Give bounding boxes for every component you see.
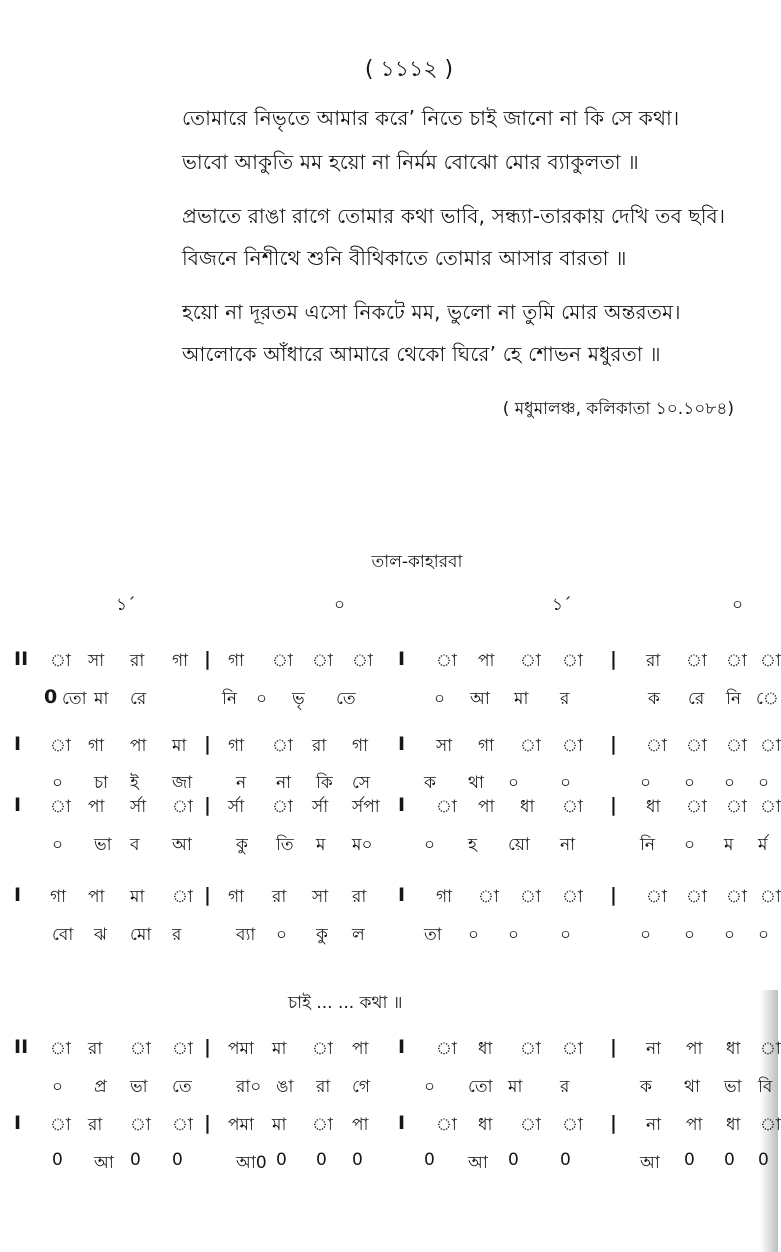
- lyric-syllable: রে: [130, 689, 147, 709]
- swara-note: া: [130, 1039, 151, 1059]
- lyric-syllable: নি: [640, 835, 656, 855]
- poem-line-3: প্রভাতে রাঙা রাগে তোমার কথা ভাবি, সন্ধ্যা-তারকায় দেখি তব ছবি।: [182, 204, 726, 228]
- swara-note: পা: [88, 797, 105, 817]
- lyric-syllable: 0: [52, 1150, 63, 1170]
- swara-note: মা: [172, 736, 187, 756]
- notation-row-5-swara: [0, 794, 781, 820]
- swara-note: া: [172, 887, 193, 907]
- notation-row-1-swara: [0, 648, 781, 674]
- row-start-marker: II: [14, 648, 29, 670]
- swara-note: া: [520, 736, 541, 756]
- swara-note: গা: [228, 651, 245, 671]
- swara-note: পা: [478, 797, 495, 817]
- lyric-syllable: ঙা: [276, 1077, 294, 1097]
- swara-note: া: [760, 887, 781, 907]
- measure-bar: |: [204, 733, 211, 755]
- lyric-syllable: বি: [758, 1077, 773, 1097]
- swara-note: া: [760, 797, 781, 817]
- swara-note: া: [50, 736, 71, 756]
- lyric-syllable: ম: [724, 835, 734, 855]
- lyric-syllable: য়ো: [508, 835, 530, 855]
- lyric-syllable: ব: [130, 835, 140, 855]
- beat-mark-4: ০: [732, 595, 744, 615]
- row-start-marker: II: [14, 1036, 29, 1058]
- swara-note: মা: [272, 1039, 287, 1059]
- lyric-syllable: চা: [94, 773, 109, 793]
- swara-note: া: [760, 651, 781, 671]
- lyric-syllable: তো: [62, 689, 87, 709]
- beat-mark-3: ১´: [552, 595, 572, 615]
- lyric-syllable: না: [560, 835, 576, 855]
- lyric-syllable: 0: [172, 1150, 183, 1170]
- swara-note: া: [686, 887, 707, 907]
- swara-note: ধা: [520, 797, 535, 817]
- lyric-syllable: ০: [424, 1077, 436, 1097]
- row-start-marker: I: [14, 884, 22, 906]
- lyric-syllable: 0: [724, 1150, 735, 1170]
- lyric-syllable: রা: [316, 1077, 331, 1097]
- measure-bar: |: [610, 1036, 617, 1058]
- lyric-syllable: সে: [352, 773, 371, 793]
- swara-note: া: [130, 1115, 151, 1135]
- swara-note: া: [436, 651, 457, 671]
- lyric-syllable: 0: [316, 1150, 327, 1170]
- lyric-syllable: ০: [684, 835, 696, 855]
- lyric-syllable: ভা: [724, 1077, 742, 1097]
- measure-bar: |: [610, 884, 617, 906]
- lyric-syllable: ০: [724, 925, 736, 945]
- lyric-syllable: র: [560, 1077, 570, 1097]
- swara-note: া: [272, 797, 293, 817]
- measure-bar: |: [204, 884, 211, 906]
- swara-note: পা: [352, 1115, 369, 1135]
- swara-note: পা: [686, 1115, 703, 1135]
- lyric-syllable: ব্যা: [236, 925, 256, 945]
- swara-note: া: [726, 797, 747, 817]
- swara-note: সা: [312, 887, 329, 907]
- lyric-syllable: মা: [94, 689, 109, 709]
- swara-note: া: [172, 1039, 193, 1059]
- measure-bar: I: [398, 1036, 406, 1058]
- swara-note: া: [760, 1039, 781, 1059]
- poem-line-4: বিজনে নিশীথে শুনি বীথিকাতে তোমার আসার বারতা ॥: [182, 246, 627, 270]
- lyric-syllable: 0: [560, 1150, 571, 1170]
- swara-note: না: [646, 1115, 662, 1135]
- swara-note: না: [646, 1039, 662, 1059]
- lyric-syllable: না: [276, 773, 292, 793]
- lyric-syllable: তি: [276, 835, 294, 855]
- swara-note: গা: [88, 736, 105, 756]
- swara-note: গা: [478, 736, 495, 756]
- swara-note: া: [50, 1115, 71, 1135]
- lyric-syllable: ০: [560, 925, 572, 945]
- swara-note: মা: [272, 1115, 287, 1135]
- swara-note: া: [562, 1039, 583, 1059]
- lyric-syllable: ০: [424, 835, 436, 855]
- swara-note: া: [562, 736, 583, 756]
- swara-note: ধা: [478, 1115, 493, 1135]
- swara-note: া: [686, 651, 707, 671]
- notation-row-7-swara: [0, 884, 781, 910]
- swara-note: পমা: [228, 1039, 254, 1059]
- lyric-syllable: কু: [236, 835, 248, 855]
- lyric-syllable: ০: [256, 689, 268, 709]
- swara-note: া: [726, 651, 747, 671]
- lyric-syllable: র্ম: [758, 835, 768, 855]
- lyric-syllable: 0: [352, 1150, 363, 1170]
- swara-note: া: [562, 1115, 583, 1135]
- swara-note: া: [172, 1115, 193, 1135]
- swara-note: মা: [130, 887, 145, 907]
- lyric-syllable: ০: [52, 835, 64, 855]
- lyric-syllable: মা: [508, 1077, 523, 1097]
- swara-note: পা: [686, 1039, 703, 1059]
- lyric-syllable: তো: [468, 1077, 493, 1097]
- swara-note: ধা: [646, 797, 661, 817]
- measure-bar: |: [204, 1112, 211, 1134]
- swara-note: া: [726, 887, 747, 907]
- swara-note: া: [50, 797, 71, 817]
- swara-note: পা: [352, 1039, 369, 1059]
- row-start-marker: I: [14, 794, 22, 816]
- swara-note: গা: [352, 736, 369, 756]
- lyric-syllable: কু: [316, 925, 328, 945]
- lyric-syllable: থা: [684, 1077, 700, 1097]
- lyric-syllable: আ0: [236, 1153, 267, 1173]
- swara-note: া: [562, 797, 583, 817]
- swara-note: পা: [130, 736, 147, 756]
- lyric-syllable: ভা: [130, 1077, 148, 1097]
- lyric-syllable: ঝ: [94, 925, 107, 945]
- lyric-syllable: ০: [276, 925, 288, 945]
- measure-bar: |: [610, 794, 617, 816]
- lyric-syllable: রা০: [236, 1077, 262, 1097]
- lyric-syllable: ম০: [352, 835, 373, 855]
- swara-note: া: [272, 736, 293, 756]
- lyric-syllable: মা: [514, 689, 529, 709]
- lyric-syllable: র: [560, 689, 570, 709]
- swara-note: ধা: [726, 1039, 741, 1059]
- swara-note: রা: [646, 651, 661, 671]
- lyric-syllable: ০: [684, 773, 696, 793]
- swara-note: া: [436, 1039, 457, 1059]
- lyric-syllable: ০: [724, 773, 736, 793]
- row-start-marker: I: [14, 733, 22, 755]
- lyric-syllable: তা: [424, 925, 442, 945]
- lyric-syllable: 0: [508, 1150, 519, 1170]
- swara-note: রা: [272, 887, 287, 907]
- swara-note: া: [686, 797, 707, 817]
- swara-note: া: [352, 651, 373, 671]
- lyric-syllable: 0: [424, 1150, 435, 1170]
- swara-note: া: [520, 887, 541, 907]
- measure-bar: |: [204, 648, 211, 670]
- poem-line-6: আলোকে আঁধারে আমারে থেকো ঘিরে’ হে শোভন মধুরতা ॥: [182, 342, 661, 366]
- swara-note: া: [520, 1115, 541, 1135]
- notation-row-6-lyric: [0, 832, 778, 858]
- notation-row-11-swara: [0, 1112, 781, 1138]
- swara-note: া: [312, 651, 333, 671]
- swara-note: পা: [478, 651, 495, 671]
- lyric-syllable: গে: [352, 1077, 371, 1097]
- swara-note: া: [562, 651, 583, 671]
- taal-label: তাল-কাহারবা: [371, 552, 463, 572]
- swara-note: র্সপা: [352, 797, 380, 817]
- page-number: ( ১১১২ ): [364, 57, 454, 82]
- swara-note: গা: [436, 887, 453, 907]
- lyric-syllable: কি: [316, 773, 333, 793]
- swara-note: রা: [312, 736, 327, 756]
- lyric-syllable: ০: [508, 925, 520, 945]
- swara-note: ধা: [726, 1115, 741, 1135]
- lyric-syllable: ন: [236, 773, 247, 793]
- lyric-syllable: নি: [222, 689, 238, 709]
- swara-note: া: [478, 887, 499, 907]
- lyric-syllable: ল: [352, 925, 365, 945]
- swara-note: া: [312, 1115, 333, 1135]
- swara-note: র্সা: [130, 797, 147, 817]
- swara-note: রা: [352, 887, 367, 907]
- poem-line-5: হয়ো না দূরতম এসো নিকটে মম, ভুলো না তুমি মোর অন্তরতম।: [182, 300, 681, 324]
- swara-note: র্সা: [312, 797, 329, 817]
- lyric-syllable: ০: [640, 773, 652, 793]
- swara-note: া: [312, 1039, 333, 1059]
- swara-note: া: [436, 1115, 457, 1135]
- lyric-syllable: 0: [758, 1150, 769, 1170]
- lyric-syllable: ০: [52, 1077, 64, 1097]
- poem-line-2: ভাবো আকুতি মম হয়ো না নির্মম বোঝো মোর ব্যাকুলতা ॥: [182, 150, 639, 174]
- notation-row-9-swara: [0, 1036, 781, 1062]
- measure-bar: |: [610, 648, 617, 670]
- lyric-syllable: থা: [468, 773, 484, 793]
- notation-row-10-lyric: [0, 1074, 778, 1100]
- measure-bar: I: [398, 794, 406, 816]
- swara-note: পা: [88, 887, 105, 907]
- notation-row-8-lyric: [0, 922, 778, 948]
- beat-mark-2: ০: [334, 595, 346, 615]
- swara-note: া: [646, 887, 667, 907]
- swara-note: া: [272, 651, 293, 671]
- swara-note: গা: [50, 887, 67, 907]
- lyric-syllable: ক: [424, 773, 436, 793]
- lyric-syllable: ক: [640, 1077, 652, 1097]
- lyric-syllable: ০: [468, 925, 480, 945]
- lyric-syllable: প্র: [94, 1077, 107, 1097]
- lyric-syllable: ০: [560, 773, 572, 793]
- row-start-marker: 0: [44, 686, 58, 708]
- notation-row-4-lyric: [0, 770, 778, 796]
- lyric-syllable: 0: [276, 1150, 287, 1170]
- lyric-syllable: মো: [130, 925, 152, 945]
- swara-note: া: [50, 1039, 71, 1059]
- swara-note: র্সা: [228, 797, 245, 817]
- swara-note: া: [520, 651, 541, 671]
- swara-note: ধা: [478, 1039, 493, 1059]
- measure-bar: I: [398, 884, 406, 906]
- swara-note: া: [726, 736, 747, 756]
- lyric-syllable: ই: [130, 773, 139, 793]
- swara-note: া: [646, 736, 667, 756]
- beat-mark-1: ১´: [116, 595, 136, 615]
- lyric-syllable: রে: [688, 689, 705, 709]
- measure-bar: I: [398, 1112, 406, 1134]
- lyric-syllable: আ: [470, 689, 490, 709]
- measure-bar: I: [398, 648, 406, 670]
- swara-note: া: [436, 797, 457, 817]
- lyric-syllable: আ: [172, 835, 192, 855]
- swara-note: গা: [172, 651, 189, 671]
- measure-bar: |: [204, 1036, 211, 1058]
- lyric-syllable: ে: [756, 689, 779, 709]
- lyric-syllable: ০: [434, 689, 446, 709]
- swara-note: সা: [88, 651, 105, 671]
- measure-bar: |: [610, 733, 617, 755]
- row-start-marker: I: [14, 1112, 22, 1134]
- swara-note: রা: [88, 1039, 103, 1059]
- swara-note: া: [172, 797, 193, 817]
- lyric-syllable: নি: [726, 689, 742, 709]
- poem-line-1: তোমারে নিভৃতে আমার করে’ নিতে চাই জানো না কি সে কথা।: [182, 106, 680, 130]
- lyric-syllable: ০: [684, 925, 696, 945]
- lyric-syllable: জা: [172, 773, 193, 793]
- lyric-syllable: ০: [508, 773, 520, 793]
- notation-row-3-swara: [0, 733, 781, 759]
- swara-note: া: [686, 736, 707, 756]
- swara-note: া: [562, 887, 583, 907]
- lyric-syllable: ম: [316, 835, 326, 855]
- lyric-syllable: ভৃ: [292, 689, 305, 709]
- source-note: ( মধুমালঞ্চ, কলিকাতা ১০.১০৮৪): [502, 399, 734, 419]
- swara-note: রা: [88, 1115, 103, 1135]
- swara-note: রা: [130, 651, 145, 671]
- swara-note: পমা: [228, 1115, 254, 1135]
- lyric-syllable: ০: [52, 773, 64, 793]
- refrain-line: চাই ... ... কথা ॥: [288, 993, 403, 1013]
- lyric-syllable: আ: [640, 1153, 660, 1173]
- lyric-syllable: বো: [52, 925, 74, 945]
- lyric-syllable: আ: [94, 1153, 114, 1173]
- lyric-syllable: আ: [468, 1153, 488, 1173]
- lyric-syllable: 0: [684, 1150, 695, 1170]
- lyric-syllable: ০: [640, 925, 652, 945]
- measure-bar: |: [204, 794, 211, 816]
- swara-note: া: [760, 1115, 781, 1135]
- lyric-syllable: ক: [648, 689, 660, 709]
- lyric-syllable: ভা: [94, 835, 112, 855]
- measure-bar: |: [610, 1112, 617, 1134]
- lyric-syllable: তে: [172, 1077, 192, 1097]
- lyric-syllable: তে: [336, 689, 356, 709]
- lyric-syllable: 0: [130, 1150, 141, 1170]
- swara-note: গা: [228, 887, 245, 907]
- lyric-syllable: হ: [468, 835, 477, 855]
- swara-note: া: [520, 1039, 541, 1059]
- lyric-syllable: ০: [758, 925, 770, 945]
- lyric-syllable: র: [172, 925, 182, 945]
- swara-note: গা: [228, 736, 245, 756]
- lyric-syllable: ০: [758, 773, 770, 793]
- swara-note: া: [50, 651, 71, 671]
- swara-note: া: [760, 736, 781, 756]
- swara-note: সা: [436, 736, 453, 756]
- notation-row-12-lyric: [0, 1150, 778, 1176]
- measure-bar: I: [398, 733, 406, 755]
- notation-row-2-lyric: [0, 686, 778, 712]
